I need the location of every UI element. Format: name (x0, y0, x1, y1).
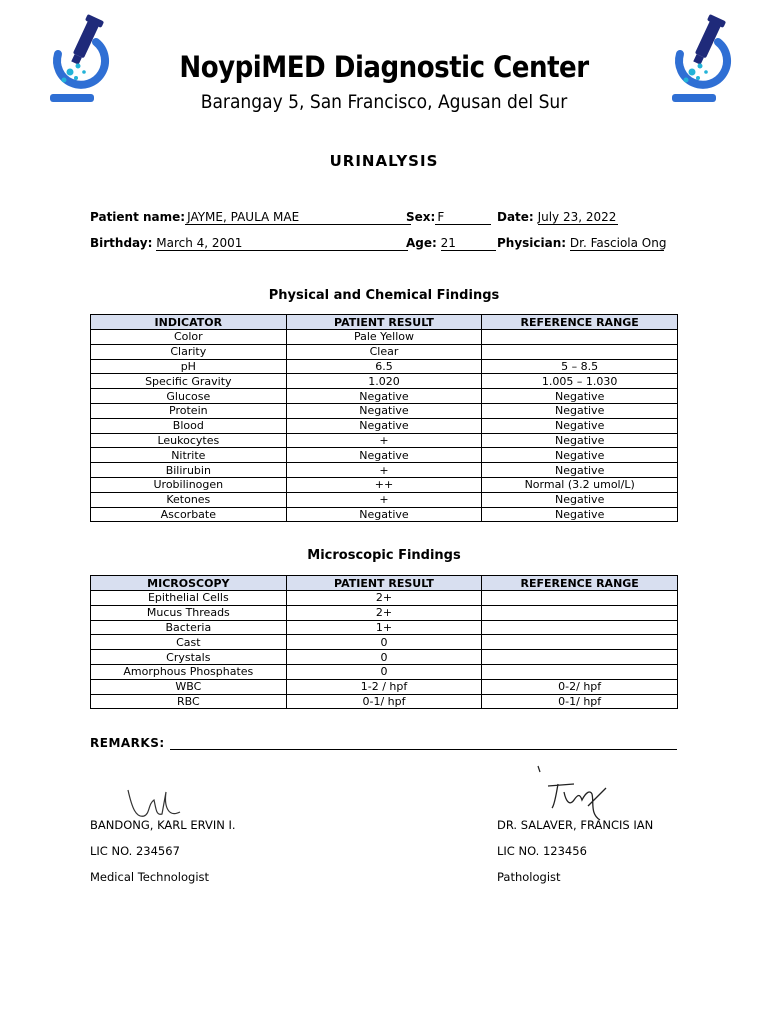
table-cell: 6.5 (286, 359, 482, 374)
microscopic-heading: Microscopic Findings (307, 548, 461, 563)
table-cell: Negative (482, 403, 678, 418)
table-cell: RBC (91, 694, 287, 709)
table-cell: 1+ (286, 620, 482, 635)
microscopic-rows (91, 591, 678, 709)
table-row (91, 694, 678, 709)
table-cell (482, 620, 678, 635)
physical-chemical-heading: Physical and Chemical Findings (268, 288, 500, 303)
column-header: PATIENT RESULT (286, 576, 482, 591)
sex-value: F (435, 211, 491, 225)
table-row (91, 344, 678, 359)
table-cell: 0-1/ hpf (482, 694, 678, 709)
table-cell: 1.020 (286, 374, 482, 389)
table-cell: Normal (3.2 umol/L) (482, 477, 678, 492)
pathologist-license: LIC NO. 123456 (497, 844, 587, 858)
patient-name-label: Patient name: (90, 210, 186, 224)
table-cell: Negative (286, 448, 482, 463)
table-row (91, 591, 678, 606)
table-cell: Negative (286, 403, 482, 418)
table-cell: Negative (286, 507, 482, 522)
table-cell: + (286, 433, 482, 448)
table-cell: Negative (482, 463, 678, 478)
date-label: Date: (497, 210, 534, 224)
table-cell: Negative (482, 389, 678, 404)
physical-chemical-rows (91, 330, 678, 522)
table-cell (482, 344, 678, 359)
table-cell: 2+ (286, 591, 482, 606)
table-cell: Pale Yellow (286, 330, 482, 345)
table-row (91, 463, 678, 478)
table-cell: Amorphous Phosphates (91, 664, 287, 679)
table-cell: Glucose (91, 389, 287, 404)
date-field (497, 210, 618, 225)
table-cell: Clear (286, 344, 482, 359)
table-cell: 0 (286, 664, 482, 679)
table-header-row (91, 315, 678, 330)
table-cell: Bacteria (91, 620, 287, 635)
age-field (406, 236, 496, 251)
table-cell (482, 605, 678, 620)
table-cell (482, 330, 678, 345)
remarks-line (170, 749, 677, 750)
sex-label: Sex: (406, 210, 436, 224)
table-row (91, 492, 678, 507)
table-row (91, 389, 678, 404)
table-cell: 0 (286, 650, 482, 665)
table-row (91, 418, 678, 433)
table-row (91, 620, 678, 635)
table-cell (482, 591, 678, 606)
table-cell: pH (91, 359, 287, 374)
table-cell: WBC (91, 679, 287, 694)
table-cell: Urobilinogen (91, 477, 287, 492)
clinic-name: NoypiMED Diagnostic Center (179, 50, 589, 84)
birthday-label: Birthday: (90, 236, 153, 250)
table-cell: Blood (91, 418, 287, 433)
remarks-label: REMARKS: (90, 736, 165, 750)
document-title: URINALYSIS (329, 152, 439, 170)
column-header: REFERENCE RANGE (482, 315, 678, 330)
table-header-row (91, 576, 678, 591)
medtech-name: BANDONG, KARL ERVIN I. (90, 818, 236, 832)
table-cell: Nitrite (91, 448, 287, 463)
table-row (91, 650, 678, 665)
table-cell: Mucus Threads (91, 605, 287, 620)
pathologist-name: DR. SALAVER, FRANCIS IAN (497, 818, 654, 832)
table-cell: Negative (286, 418, 482, 433)
patient-name-field (90, 210, 411, 225)
table-row (91, 433, 678, 448)
medtech-role: Medical Technologist (90, 870, 210, 884)
table-cell: Protein (91, 403, 287, 418)
table-cell: Negative (286, 389, 482, 404)
pathologist-role: Pathologist (497, 870, 561, 884)
table-cell: Epithelial Cells (91, 591, 287, 606)
table-cell: + (286, 463, 482, 478)
table-cell: Crystals (91, 650, 287, 665)
medtech-license: LIC NO. 234567 (90, 844, 180, 858)
table-cell: 1-2 / hpf (286, 679, 482, 694)
age-label: Age: (406, 236, 437, 250)
table-row (91, 374, 678, 389)
date-value: July 23, 2022 (537, 210, 617, 224)
table-cell: Negative (482, 507, 678, 522)
patient-name-value: JAYME, PAULA MAE (185, 211, 411, 225)
physical-chemical-table (90, 314, 678, 522)
column-header: REFERENCE RANGE (482, 576, 678, 591)
clinic-address: Barangay 5, San Francisco, Agusan del Sur (200, 91, 568, 113)
table-cell: + (286, 492, 482, 507)
table-cell: Color (91, 330, 287, 345)
physician-value: Dr. Fasciola Ong (569, 236, 667, 250)
table-row (91, 664, 678, 679)
table-cell: Negative (482, 448, 678, 463)
table-cell: 5 – 8.5 (482, 359, 678, 374)
table-cell: ++ (286, 477, 482, 492)
table-row (91, 448, 678, 463)
table-row (91, 635, 678, 650)
birthday-field (90, 236, 408, 251)
table-row (91, 605, 678, 620)
table-cell: Ketones (91, 492, 287, 507)
table-cell: Cast (91, 635, 287, 650)
table-cell: Ascorbate (91, 507, 287, 522)
table-cell: 0 (286, 635, 482, 650)
column-header: INDICATOR (91, 315, 287, 330)
table-cell: Negative (482, 433, 678, 448)
column-header: PATIENT RESULT (286, 315, 482, 330)
birthday-value: March 4, 2001 (156, 237, 408, 251)
physician-field (497, 236, 667, 251)
table-cell (482, 650, 678, 665)
table-row (91, 477, 678, 492)
table-cell: Specific Gravity (91, 374, 287, 389)
table-row (91, 403, 678, 418)
table-cell: 0-2/ hpf (482, 679, 678, 694)
table-row (91, 330, 678, 345)
table-cell: 2+ (286, 605, 482, 620)
table-cell (482, 635, 678, 650)
table-cell: 1.005 – 1.030 (482, 374, 678, 389)
age-value: 21 (441, 237, 496, 251)
table-cell: Bilirubin (91, 463, 287, 478)
table-cell: Leukocytes (91, 433, 287, 448)
table-cell (482, 664, 678, 679)
column-header: MICROSCOPY (91, 576, 287, 591)
table-cell: Negative (482, 418, 678, 433)
microscopic-table (90, 575, 678, 709)
table-row (91, 359, 678, 374)
table-row (91, 679, 678, 694)
table-row (91, 507, 678, 522)
sex-field (406, 210, 491, 225)
table-cell: 0-1/ hpf (286, 694, 482, 709)
physician-label: Physician: (497, 236, 567, 250)
table-cell: Negative (482, 492, 678, 507)
table-cell: Clarity (91, 344, 287, 359)
